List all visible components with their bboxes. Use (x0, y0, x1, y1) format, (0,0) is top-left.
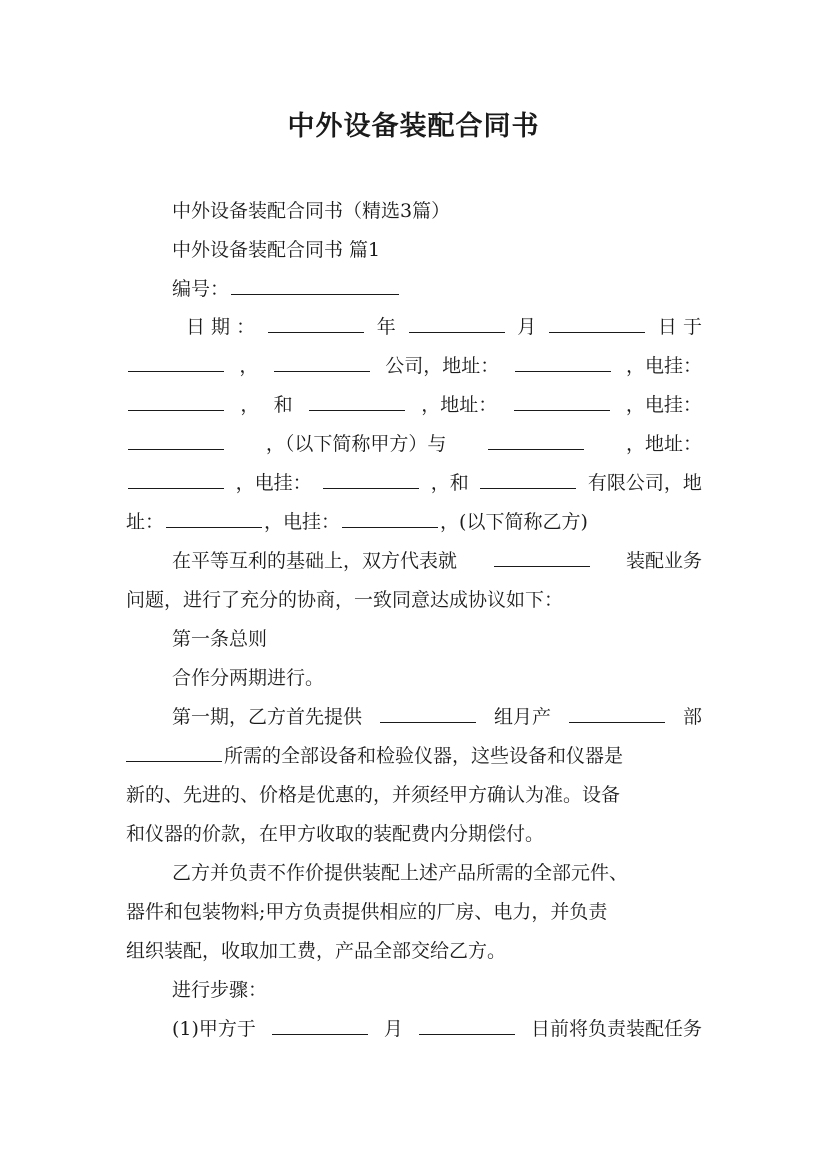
paragraph-line: 乙方并负责不作价提供装配上述产品所需的全部元件、 (172, 862, 629, 884)
text-run: 日前将负责装配任务 (530, 1018, 702, 1040)
subtitle-line: 中外设备装配合同书（精选3篇） (172, 200, 451, 222)
blank-field (231, 276, 399, 295)
text-run: 月 (383, 1018, 403, 1040)
text-run: 组月产 (493, 706, 551, 728)
text-run: ， (239, 355, 259, 377)
blank-field (128, 392, 224, 411)
paragraph-line (172, 548, 702, 574)
paragraph-line: 新的、先进的、价格是优惠的，并须经甲方确认为准。设备 (126, 784, 621, 806)
blank-field (128, 431, 224, 450)
blank-field (488, 431, 584, 450)
date-line (186, 314, 702, 340)
text-run: ，电挂： (625, 355, 702, 377)
party-line-2 (126, 392, 702, 418)
paragraph-line (126, 743, 623, 769)
text-run: ，地址： (421, 394, 498, 416)
blank-field (419, 1016, 515, 1035)
text-run: ，和 (430, 472, 469, 494)
text-run: ，(以下简称乙方) (440, 511, 588, 533)
text-run: ，（以下简称甲方）与 (265, 433, 447, 455)
paragraph-line: 合作分两期进行。 (172, 667, 325, 689)
text-run: ，电挂： (625, 394, 702, 416)
blank-field (515, 353, 611, 372)
blank-field (409, 314, 505, 333)
text-run: 有限公司，地 (587, 472, 702, 494)
text-run: 第一期，乙方首先提供 (172, 706, 363, 728)
paragraph-line: 器件和包装物料;甲方负责提供相应的厂房、电力，并负责 (126, 901, 608, 923)
blank-field (274, 353, 370, 372)
text-run: ， (240, 394, 260, 416)
blank-field (272, 1016, 368, 1035)
paragraph-line (172, 704, 702, 730)
text-run: 日 于 (657, 316, 702, 338)
party-line-4 (126, 470, 702, 496)
blank-field (494, 548, 590, 567)
text-run: 在平等互利的基础上，双方代表就 (172, 550, 458, 572)
blank-field (569, 704, 665, 723)
number-line (172, 276, 401, 302)
text-run: (1)甲方于 (172, 1018, 256, 1040)
party-line-1 (126, 353, 702, 379)
blank-field (549, 314, 645, 333)
text-run: 和 (273, 394, 293, 416)
blank-field (268, 314, 364, 333)
text-run: ，地址： (625, 433, 702, 455)
blank-field (323, 470, 419, 489)
party-line-3 (126, 431, 702, 457)
article-heading: 第一条总则 (172, 628, 268, 650)
text-run: 址： (126, 511, 165, 533)
text-run: 装配业务 (625, 550, 702, 572)
paragraph-line: 组织装配，收取加工费，产品全部交给乙方。 (126, 940, 507, 962)
steps-heading: 进行步骤： (172, 979, 268, 1001)
text-run: 年 (376, 316, 396, 338)
blank-field (128, 470, 224, 489)
text-run: 公司，地址： (385, 355, 500, 377)
blank-field (166, 509, 262, 528)
blank-field (514, 392, 610, 411)
paragraph-line: 问题，进行了充分的协商，一致同意达成协议如下： (126, 589, 564, 611)
number-label: 编号： (172, 278, 230, 300)
text-run: 部 (682, 706, 702, 728)
blank-field (126, 743, 222, 762)
party-line-5 (126, 509, 588, 535)
blank-field (480, 470, 576, 489)
blank-field (309, 392, 405, 411)
text-run: 日 期 ： (186, 316, 256, 338)
blank-field (342, 509, 438, 528)
text-run: 所需的全部设备和检验仪器，这些设备和仪器是 (224, 745, 624, 767)
step-line (172, 1016, 702, 1042)
text-run: 月 (517, 316, 537, 338)
section-heading: 中外设备装配合同书 篇1 (172, 239, 381, 261)
paragraph-line: 和仪器的价款，在甲方收取的装配费内分期偿付。 (126, 823, 545, 845)
text-run: ，电挂： (264, 511, 341, 533)
blank-field (128, 353, 224, 372)
document-title: 中外设备装配合同书 (287, 111, 540, 142)
text-run: ，电挂： (235, 472, 312, 494)
blank-field (380, 704, 476, 723)
